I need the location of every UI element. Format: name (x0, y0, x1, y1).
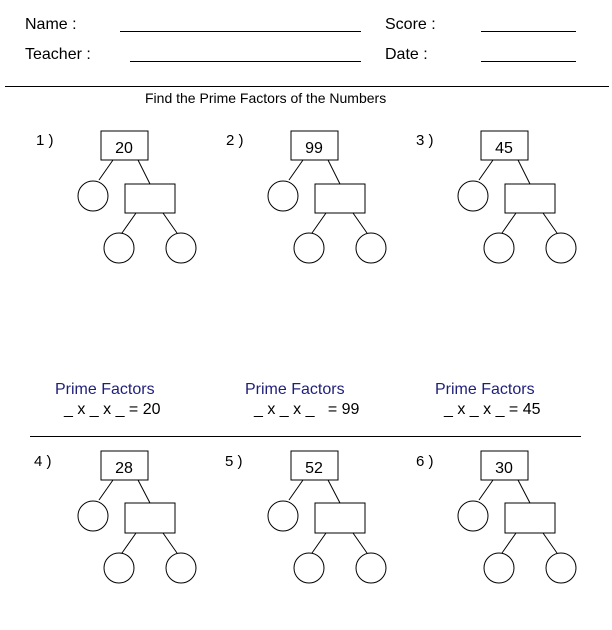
problem-1-label: 1 ) (36, 132, 54, 149)
prime-factors-equation-3: _ x _ x _ = 45 (444, 401, 541, 418)
name-label: Name : (25, 16, 77, 33)
prime-factors-equation-2: _ x _ x _ = 99 (254, 401, 360, 418)
root-number-1: 20 (115, 140, 133, 157)
factor-circle (458, 501, 488, 531)
factor-circle (356, 553, 386, 583)
instructions: Find the Prime Factors of the Numbers (145, 90, 387, 106)
factor-circle (268, 501, 298, 531)
factor-circle (484, 553, 514, 583)
factor-circle (166, 233, 196, 263)
factor-circle (546, 553, 576, 583)
factor-circle (78, 181, 108, 211)
factor-box (315, 184, 365, 213)
root-number-3: 45 (495, 140, 513, 157)
problem-4-label: 4 ) (34, 453, 52, 470)
prime-factors-title-2: Prime Factors (245, 381, 345, 398)
prime-factors-title-1: Prime Factors (55, 381, 155, 398)
factor-circle (484, 233, 514, 263)
problem-5-label: 5 ) (225, 453, 243, 470)
factor-box (505, 503, 555, 533)
teacher-label: Teacher : (25, 46, 91, 63)
factor-circle (356, 233, 386, 263)
root-number-6: 30 (495, 460, 513, 477)
date-label: Date : (385, 46, 428, 63)
factor-circle (294, 233, 324, 263)
problem-6-label: 6 ) (416, 453, 434, 470)
score-label: Score : (385, 16, 436, 33)
factor-tree-3 (458, 131, 576, 263)
factor-box (505, 184, 555, 213)
factor-tree-2 (268, 131, 386, 263)
factor-tree-5 (268, 451, 386, 583)
factor-box (125, 184, 175, 213)
factor-circle (166, 553, 196, 583)
prime-factors-title-3: Prime Factors (435, 381, 535, 398)
factor-tree-4 (78, 451, 196, 583)
section-divider (30, 436, 581, 437)
factor-tree-1 (78, 131, 196, 263)
factor-box (125, 503, 175, 533)
factor-circle (104, 233, 134, 263)
factor-tree-6 (458, 451, 576, 583)
root-number-4: 28 (115, 460, 133, 477)
factor-circle (268, 181, 298, 211)
factor-circle (294, 553, 324, 583)
factor-circle (546, 233, 576, 263)
problem-2-label: 2 ) (226, 132, 244, 149)
problem-3-label: 3 ) (416, 132, 434, 149)
prime-factors-equation-1: _ x _ x _ = 20 (64, 401, 161, 418)
factor-box (315, 503, 365, 533)
factor-circle (458, 181, 488, 211)
root-number-2: 99 (305, 140, 323, 157)
factor-circle (78, 501, 108, 531)
root-number-5: 52 (305, 460, 323, 477)
factor-circle (104, 553, 134, 583)
